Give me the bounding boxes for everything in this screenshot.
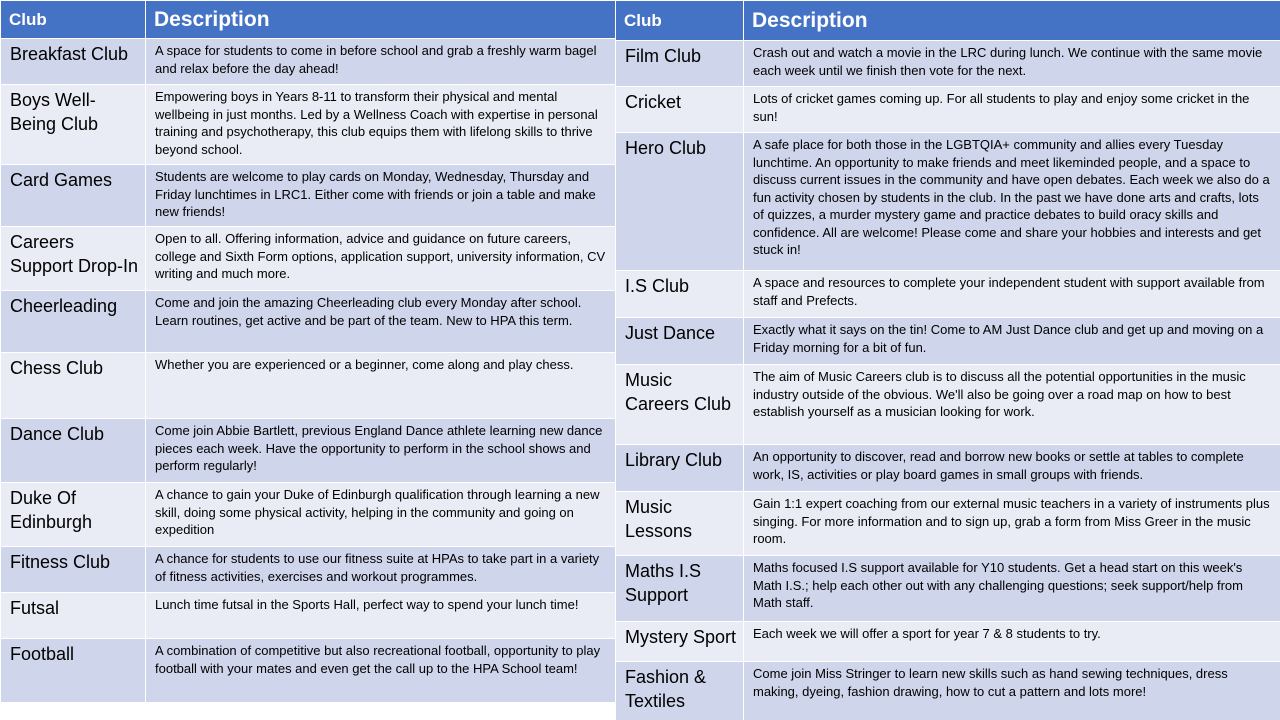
club-name: Chess Club: [1, 353, 146, 419]
table-row: [1, 227, 616, 291]
table-row: [1, 39, 616, 85]
table-row: [616, 87, 1280, 133]
table-row: [616, 662, 1280, 720]
club-description: A chance to gain your Duke of Edinburgh qualification through learning a new skill, doing some physical activity, helping in the community and going on expedition: [146, 483, 616, 547]
table-row: [1, 639, 616, 703]
club-name: Music Careers Club: [616, 365, 744, 445]
club-name: Maths I.S Support: [616, 556, 744, 622]
club-name: Cheerleading: [1, 291, 146, 353]
club-name: Dance Club: [1, 419, 146, 483]
club-description: A combination of competitive but also recreational football, opportunity to play football with your mates and even get the call up to the HPA School team!: [146, 639, 616, 703]
club-name: Football: [1, 639, 146, 703]
club-description: A space and resources to complete your independent student with support available from staff and Prefects.: [744, 271, 1280, 318]
club-description: A chance for students to use our fitness suite at HPAs to take part in a variety of fitness activities, exercises and workout programmes.: [146, 547, 616, 593]
table-row: [616, 133, 1280, 271]
club-name: Card Games: [1, 165, 146, 227]
table-row: [616, 445, 1280, 492]
club-description: Lunch time futsal in the Sports Hall, perfect way to spend your lunch time!: [146, 593, 616, 639]
clubs-table-left: [0, 0, 616, 703]
club-description: An opportunity to discover, read and borrow new books or settle at tables to complete work, IS, activities or play board games in small groups with friends.: [744, 445, 1280, 492]
club-name: Futsal: [1, 593, 146, 639]
club-name: I.S Club: [616, 271, 744, 318]
table-row: [1, 593, 616, 639]
table-row: [1, 353, 616, 419]
club-description: The aim of Music Careers club is to discuss all the potential opportunities in the music industry outside of the obvious. We'll also be going over a road map on how to best establish yourself as a musician looking for work.: [744, 365, 1280, 445]
club-description: Each week we will offer a sport for year 7 & 8 students to try.: [744, 622, 1280, 662]
club-name: Duke Of Edinburgh: [1, 483, 146, 547]
table-row: [616, 271, 1280, 318]
table-row: [1, 547, 616, 593]
club-description: Exactly what it says on the tin! Come to AM Just Dance club and get up and moving on a Friday morning for a bit of fun.: [744, 318, 1280, 365]
club-name: Mystery Sport: [616, 622, 744, 662]
club-description: Empowering boys in Years 8-11 to transform their physical and mental wellbeing in just months. Led by a Wellness Coach with expertise in personal training and psychotherapy, this club equips them with lifelong skills to thrive beyond school.: [146, 85, 616, 165]
club-column-header: Club: [1, 1, 146, 39]
club-description: Whether you are experienced or a beginner, come along and play chess.: [146, 353, 616, 419]
club-description: Lots of cricket games coming up. For all students to play and enjoy some cricket in the sun!: [744, 87, 1280, 133]
table-row: [1, 483, 616, 547]
club-description: Maths focused I.S support available for Y10 students. Get a head start on this week's Math I.S.; help each other out with any challenging questions; seek support/help from Math staff.: [744, 556, 1280, 622]
club-description: Come join Abbie Bartlett, previous England Dance athlete learning new dance pieces each week. Have the opportunity to perform in the school shows and perform regularly!: [146, 419, 616, 483]
club-name: Boys Well-Being Club: [1, 85, 146, 165]
club-name: Hero Club: [616, 133, 744, 271]
table-row: [616, 318, 1280, 365]
table-row: [1, 165, 616, 227]
club-name: Just Dance: [616, 318, 744, 365]
table-row: [1, 291, 616, 353]
club-description: A space for students to come in before school and grab a freshly warm bagel and relax before the day ahead!: [146, 39, 616, 85]
table-row: [1, 85, 616, 165]
club-name: Breakfast Club: [1, 39, 146, 85]
club-name: Careers Support Drop-In: [1, 227, 146, 291]
club-name: Music Lessons: [616, 492, 744, 556]
table-row: [1, 419, 616, 483]
club-name: Film Club: [616, 41, 744, 87]
table-row: [616, 622, 1280, 662]
description-column-header: Description: [146, 1, 616, 39]
club-column-header: Club: [616, 1, 744, 41]
clubs-table-right: [615, 0, 1280, 720]
club-name: Library Club: [616, 445, 744, 492]
club-description: Come join Miss Stringer to learn new skills such as hand sewing techniques, dress making, dyeing, fashion drawing, how to cut a pattern and lots more!: [744, 662, 1280, 720]
table-row: [616, 492, 1280, 556]
table-row: [616, 41, 1280, 87]
club-description: Come and join the amazing Cheerleading club every Monday after school. Learn routines, get active and be part of the team. New to HPA this term.: [146, 291, 616, 353]
club-description: Students are welcome to play cards on Monday, Wednesday, Thursday and Friday lunchtimes in LRC1. Either come with friends or join a table and make new friends!: [146, 165, 616, 227]
description-column-header: Description: [744, 1, 1280, 41]
club-name: Cricket: [616, 87, 744, 133]
club-description: Gain 1:1 expert coaching from our external music teachers in a variety of instruments plus singing. For more information and to sign up, grab a form from Miss Greer in the music room.: [744, 492, 1280, 556]
table-row: [616, 556, 1280, 622]
club-description: Crash out and watch a movie in the LRC during lunch. We continue with the same movie each week until we finish then vote for the next.: [744, 41, 1280, 87]
club-description: Open to all. Offering information, advice and guidance on future careers, college and Sixth Form options, application support, university information, CV writing and much more.: [146, 227, 616, 291]
club-description: A safe place for both those in the LGBTQIA+ community and allies every Tuesday lunchtime. An opportunity to make friends and meet likeminded people, and a space to discuss current issues in the community and have open debates. Each week we also do a fun activity chosen by students in the club. In the past we have done arts and crafts, lots of quizzes, a murder mystery game and practice debates to build oracy skills and confidence. All are welcome! Please come and share your hobbies and interests and get stuck in!: [744, 133, 1280, 271]
table-row: [616, 365, 1280, 445]
club-name: Fashion & Textiles: [616, 662, 744, 720]
club-name: Fitness Club: [1, 547, 146, 593]
